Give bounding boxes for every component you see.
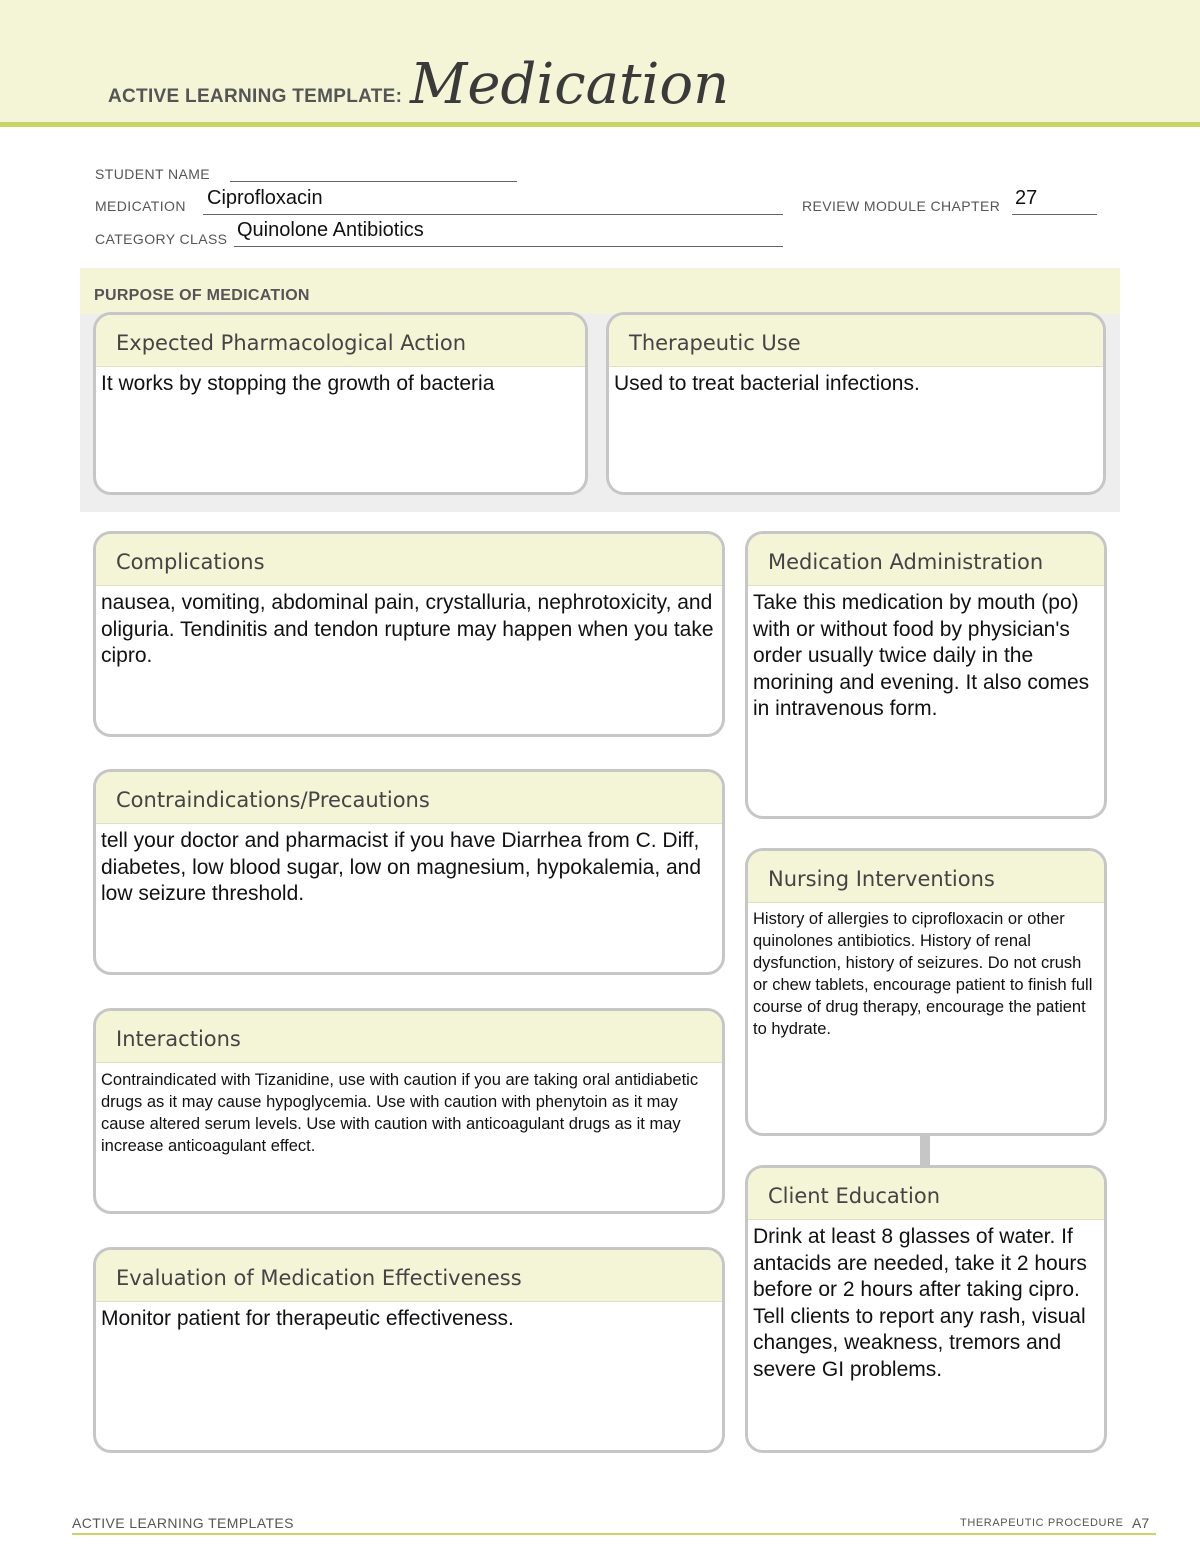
purpose-title: PURPOSE OF MEDICATION: [94, 287, 310, 304]
evaluation-text: Monitor patient for therapeutic effectiveness.: [101, 1307, 514, 1330]
therapeutic-use-text: Used to treat bacterial infections.: [614, 372, 920, 395]
nursing-interventions-text: History of allergies to ciprofloxacin or other quinolones antibiotics. History of renal dysfunction, history of seizures. Do not crush or chew tablets, encourage patient to finish full course of drug therapy, encourage the patient to hydrate.: [753, 910, 1093, 1038]
footer-right-label: THERAPEUTIC PROCEDURE: [960, 1517, 1124, 1529]
contraindications-text: tell your doctor and pharmacist if you have Diarrhea from C. Diff, diabetes, low blood sugar, low on magnesium, hypokalemia, and low seizure threshold.: [101, 829, 702, 905]
expected-action-title: Expected Pharmacological Action: [96, 315, 585, 367]
client-education-text: Drink at least 8 glasses of water. If antacids are needed, take it 2 hours before or 2 hours after taking cipro. Tell clients to report any rash, visual changes, weakness, tremors and severe GI problems.: [753, 1225, 1087, 1381]
nursing-interventions-box[interactable]: [745, 848, 1107, 1136]
complications-title: Complications: [96, 534, 722, 586]
medication-value: Ciprofloxacin: [207, 187, 323, 209]
complications-box[interactable]: [93, 531, 725, 737]
client-education-box[interactable]: [745, 1165, 1107, 1453]
expected-action-box[interactable]: [93, 312, 588, 495]
footer-page-number: A7: [1132, 1515, 1150, 1531]
therapeutic-use-box[interactable]: [606, 312, 1106, 495]
therapeutic-use-title: Therapeutic Use: [609, 315, 1103, 367]
review-module-value: 27: [1015, 187, 1038, 209]
administration-text: Take this medication by mouth (po) with or without food by physician's order usually twice daily in the morining and evening. It also comes in intravenous form.: [753, 591, 1090, 720]
medication-field[interactable]: [203, 214, 783, 215]
expected-action-text: It works by stopping the growth of bacteria: [101, 372, 495, 395]
interactions-text: Contraindicated with Tizanidine, use with caution if you are taking oral antidiabetic drugs as it may cause hypoglycemia. Use with caution with phenytoin as it may cause altered serum levels. Use with caution with anticoagulant drugs as it may increase anticoagulant effect.: [101, 1071, 699, 1155]
medication-label: MEDICATION: [95, 198, 186, 214]
client-education-title: Client Education: [748, 1168, 1104, 1220]
contraindications-title: Contraindications/Precautions: [96, 772, 722, 824]
student-name-label: STUDENT NAME: [95, 166, 210, 182]
contraindications-box[interactable]: [93, 769, 725, 975]
evaluation-box[interactable]: [93, 1247, 725, 1453]
footer-left-label: ACTIVE LEARNING TEMPLATES: [72, 1515, 294, 1531]
complications-text: nausea, vomiting, abdominal pain, crystalluria, nephrotoxicity, and oliguria. Tendinitis and tendon rupture may happen when you take cipro.: [101, 591, 714, 667]
box-connector: [920, 1136, 930, 1166]
student-name-field[interactable]: [230, 181, 517, 182]
administration-box[interactable]: [745, 531, 1107, 819]
nursing-interventions-title: Nursing Interventions: [748, 851, 1104, 903]
evaluation-title: Evaluation of Medication Effectiveness: [96, 1250, 722, 1302]
review-module-field[interactable]: [1012, 214, 1097, 215]
review-module-label: REVIEW MODULE CHAPTER: [802, 198, 1001, 214]
template-prefix: ACTIVE LEARNING TEMPLATE:: [108, 86, 403, 107]
interactions-title: Interactions: [96, 1011, 722, 1063]
header-rule: [0, 122, 1200, 127]
administration-title: Medication Administration: [748, 534, 1104, 586]
category-class-value: Quinolone Antibiotics: [237, 219, 424, 241]
interactions-box[interactable]: [93, 1008, 725, 1214]
page-title: Medication: [410, 52, 730, 117]
category-class-label: CATEGORY CLASS: [95, 231, 228, 247]
category-class-field[interactable]: [234, 246, 783, 247]
footer-rule: [72, 1533, 1156, 1535]
